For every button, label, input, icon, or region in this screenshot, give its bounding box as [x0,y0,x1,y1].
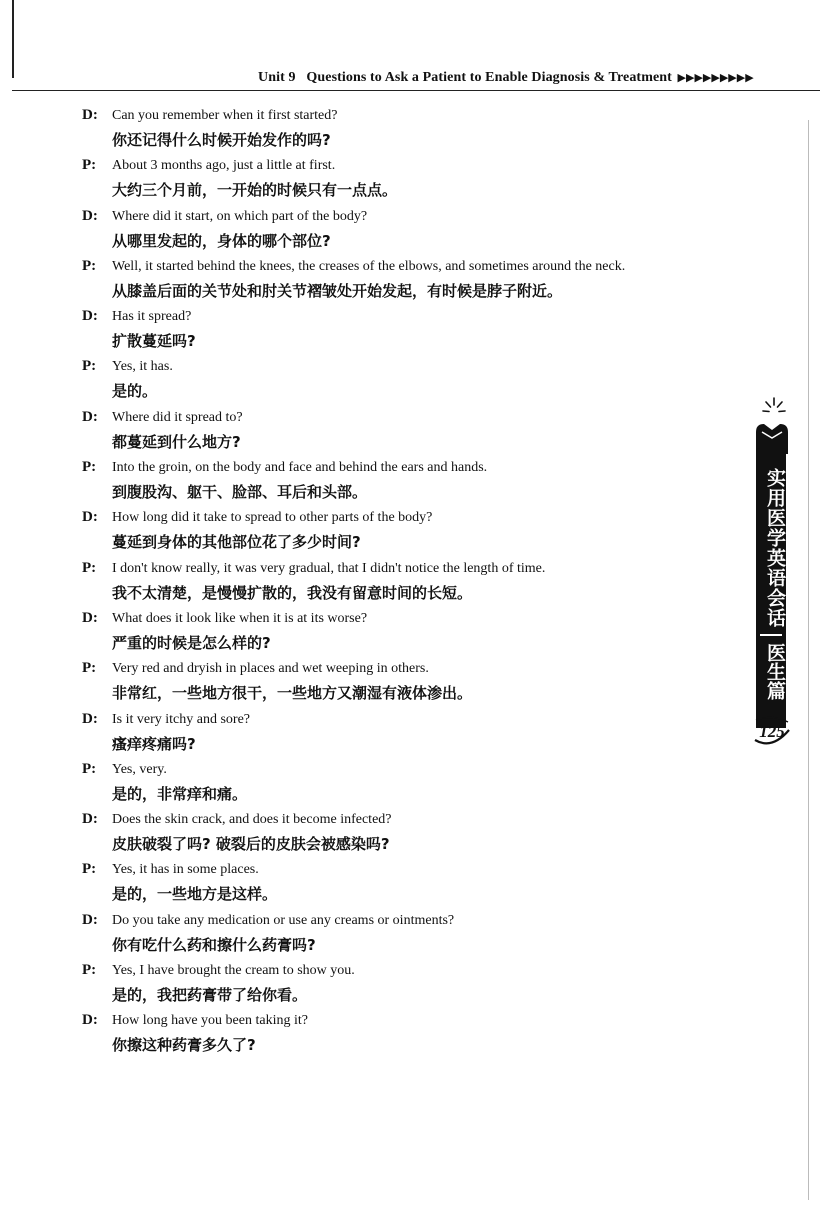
dialogue-turn [82,960,742,1010]
dialogue-turn [82,105,742,155]
chinese-line: 是的，我把药膏带了给你看。 [112,986,308,1005]
dialogue-turn [82,206,742,256]
english-line: Can you remember when it first started? [112,108,338,123]
chinese-line: 严重的时候是怎么样的? [112,633,271,652]
speaker-label: D: [82,609,98,626]
page-number-badge [752,716,792,746]
dialogue-turn [82,256,742,306]
dialogue-turn [82,356,742,406]
english-line: Is it very itchy and sore? [112,711,251,727]
dialogue-turn [82,407,742,457]
speaker-label: D: [82,308,98,325]
right-page-edge [808,120,809,1200]
dialogue-turn [82,155,742,205]
chinese-line: 蔓延到身体的其他部位花了多少时间? [112,533,361,552]
chinese-line: 你擦这种药膏多久了? [112,1036,256,1055]
english-line: I don't know really, it was very gradual, that I didn't notice the length of time. [112,560,546,576]
speaker-label: D: [82,811,98,828]
chinese-line: 是的。 [112,382,158,401]
english-line: Does the skin crack, and does it become infected? [112,812,392,828]
book-subtitle: 医生篇 [764,643,786,700]
dialogue-turn [82,859,742,909]
side-tab [752,418,792,748]
chinese-line: 都蔓延到什么地方? [112,432,241,451]
english-line: How long did it take to spread to other parts of the body? [112,510,433,526]
dialogue [82,105,742,1061]
english-line: Well, it started behind the knees, the creases of the elbows, and sometimes around the neck. [112,258,626,274]
speaker-label: D: [82,207,98,224]
english-line: Yes, I have brought the cream to show you. [112,963,355,979]
header-arrows: ▶▶▶▶▶▶▶▶▶ [677,72,754,84]
speaker-label: P: [82,760,97,777]
chinese-line: 从哪里发起的，身体的哪个部位? [112,231,331,250]
speaker-label: D: [82,408,98,425]
english-line: Into the groin, on the body and face and behind the ears and hands. [112,460,488,476]
book-title: 实用医学英语会话 [764,468,786,628]
speaker-label: P: [82,257,97,274]
dialogue-turn [82,1010,742,1060]
running-header [258,70,754,86]
dialogue-turn [82,608,742,658]
speaker-label: D: [82,710,98,727]
dialogue-turn [82,910,742,960]
chinese-line: 扩散蔓延吗? [112,332,196,351]
speaker-label: P: [82,962,97,979]
left-page-edge [12,0,14,78]
speaker-label: D: [82,509,98,526]
dialogue-turn [82,558,742,608]
english-line: What does it look like when it is at its worse? [112,610,368,626]
chinese-line: 你还记得什么时候开始发作的吗? [112,131,331,149]
dialogue-turn [82,306,742,356]
chinese-line: 皮肤破裂了吗? 破裂后的皮肤会被感染吗? [112,835,390,854]
speaker-label: P: [82,861,97,878]
english-line: Very red and dryish in places and wet weeping in others. [112,661,429,677]
dialogue-turn [82,507,742,557]
english-line: Do you take any medication or use any creams or ointments? [112,912,455,928]
side-divider [760,634,782,636]
dialogue-turn [82,457,742,507]
chinese-line: 大约三个月前，一开始的时候只有一点点。 [112,181,398,200]
dialogue-turn [82,759,742,809]
english-line: About 3 months ago, just a little at first. [112,158,336,174]
english-line: Where did it spread to? [112,409,243,425]
chinese-line: 是的，非常痒和痛。 [112,784,248,803]
speaker-label: P: [82,660,97,677]
header-unit: Unit 9 [258,70,296,85]
header-rule [12,90,820,91]
chinese-line: 到腹股沟、躯干、脸部、耳后和头部。 [112,483,368,502]
dialogue-turn [82,709,742,759]
header-title: Questions to Ask a Patient to Enable Diagnosis & Treatment [306,70,672,85]
dialogue-turn [82,809,742,859]
chinese-line: 是的，一些地方是这样。 [112,885,278,904]
speaker-label: P: [82,459,97,476]
speaker-label: P: [82,559,97,576]
english-line: How long have you been taking it? [112,1013,308,1029]
speaker-label: D: [82,911,98,928]
chinese-line: 你有吃什么药和擦什么药膏吗? [112,935,316,954]
english-line: Yes, it has in some places. [112,862,259,878]
chinese-line: 非常红，一些地方很干，一些地方又潮湿有液体渗出。 [112,684,473,703]
chinese-line: 瘙痒疼痛吗? [112,734,196,753]
english-line: Yes, it has. [112,359,173,375]
dialogue-turn [82,658,742,708]
speaker-label: P: [82,157,97,174]
english-line: Has it spread? [112,309,192,325]
page-number: 125 [759,722,785,741]
speaker-label: D: [82,107,98,123]
english-line: Where did it start, on which part of the body? [112,208,368,224]
chinese-line: 我不太清楚，是慢慢扩散的，我没有留意时间的长短。 [112,583,473,602]
speaker-label: D: [82,1012,98,1029]
english-line: Yes, very. [112,761,167,777]
speaker-label: P: [82,358,97,375]
chinese-line: 从膝盖后面的关节处和肘关节褶皱处开始发起，有时候是脖子附近。 [112,281,563,300]
